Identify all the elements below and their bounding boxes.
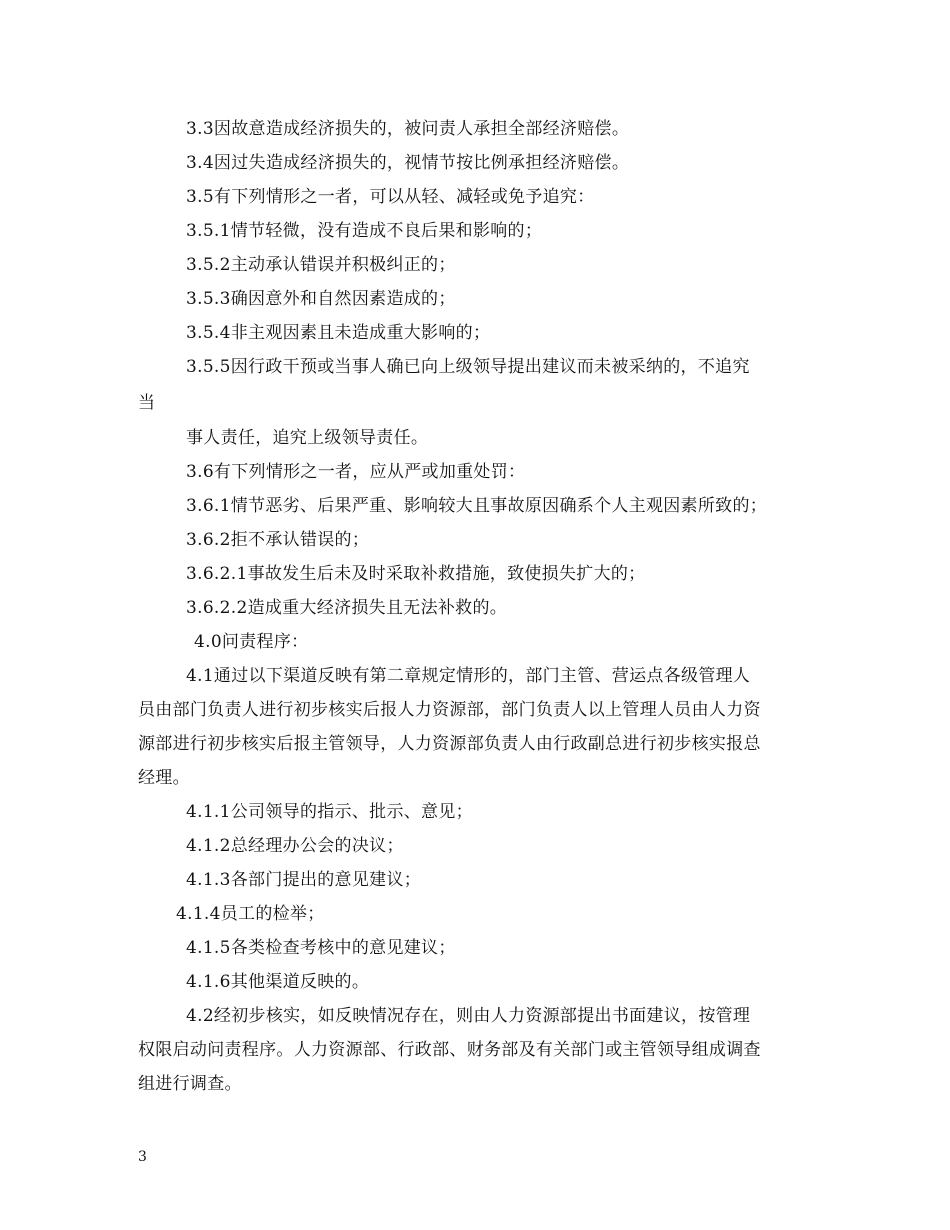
text-line-3-5-3: 3.5.3确因意外和自然因素造成的；: [186, 289, 456, 309]
text-line-3-5-1: 3.5.1情节轻微，没有造成不良后果和影响的；: [186, 221, 543, 241]
text-line-3-6-2-1: 3.6.2.1事故发生后未及时采取补救措施，致使损失扩大的；: [186, 564, 646, 584]
text-line-4-1-5: 4.1.5各类检查考核中的意见建议；: [186, 938, 456, 958]
text-line-3-5-4: 3.5.4非主观因素且未造成重大影响的；: [186, 323, 491, 343]
text-line-4-2-cont-2: 组进行调查。: [138, 1074, 242, 1094]
text-line-4-1-cont-3: 经理。: [138, 768, 190, 788]
text-line-4-2-cont-1: 权限启动问责程序。人力资源部、行政部、财务部及有关部门或主管领导组成调查: [138, 1040, 761, 1060]
text-line-3-5-5-wrap: 当: [138, 393, 156, 413]
text-line-3-6-2: 3.6.2拒不承认错误的；: [186, 530, 370, 550]
text-line-4-1-2: 4.1.2总经理办公会的决议；: [186, 836, 404, 856]
text-line-3-5-5: 3.5.5因行政干预或当事人确已向上级领导提出建议而未被采纳的，不追究: [186, 357, 750, 377]
text-line-3-4: 3.4因过失造成经济损失的，视情节按比例承担经济赔偿。: [186, 153, 630, 173]
text-line-4-1-3: 4.1.3各部门提出的意见建议；: [186, 870, 422, 890]
text-line-4-1: 4.1通过以下渠道反映有第二章规定情形的，部门主管、营运点各级管理人: [186, 666, 751, 686]
text-line-3-5-2: 3.5.2主动承认错误并积极纠正的；: [186, 255, 456, 275]
text-line-4-1-cont-2: 源部进行初步核实后报主管领导，人力资源部负责人由行政副总进行初步核实报总: [138, 734, 761, 754]
page-number: 3: [138, 1149, 147, 1165]
text-line-4-0: 4.0问责程序：: [194, 632, 309, 652]
text-line-4-1-4: 4.1.4员工的检举；: [176, 904, 325, 924]
text-line-3-5-5-cont: 事人责任，追究上级领导责任。: [186, 428, 429, 448]
text-line-3-6-1: 3.6.1情节恶劣、后果严重、影响较大且事故原因确系个人主观因素所致的；: [186, 496, 768, 516]
text-line-3-3: 3.3因故意造成经济损失的，被问责人承担全部经济赔偿。: [186, 119, 630, 139]
text-line-4-1-1: 4.1.1公司领导的指示、批示、意见；: [186, 802, 473, 822]
text-line-4-1-cont-1: 员由部门负责人进行初步核实后报人力资源部，部门负责人以上管理人员由人力资: [138, 700, 761, 720]
text-line-4-1-6: 4.1.6其他渠道反映的。: [186, 972, 370, 992]
text-line-3-6: 3.6有下列情形之一者，应从严或加重处罚：: [186, 462, 526, 482]
text-line-3-6-2-2: 3.6.2.2造成重大经济损失且无法补救的。: [186, 598, 508, 618]
text-line-4-2: 4.2经初步核实，如反映情况存在，则由人力资源部提出书面建议，按管理: [186, 1006, 751, 1026]
text-line-3-5: 3.5有下列情形之一者，可以从轻、减轻或免予追究：: [186, 187, 595, 207]
